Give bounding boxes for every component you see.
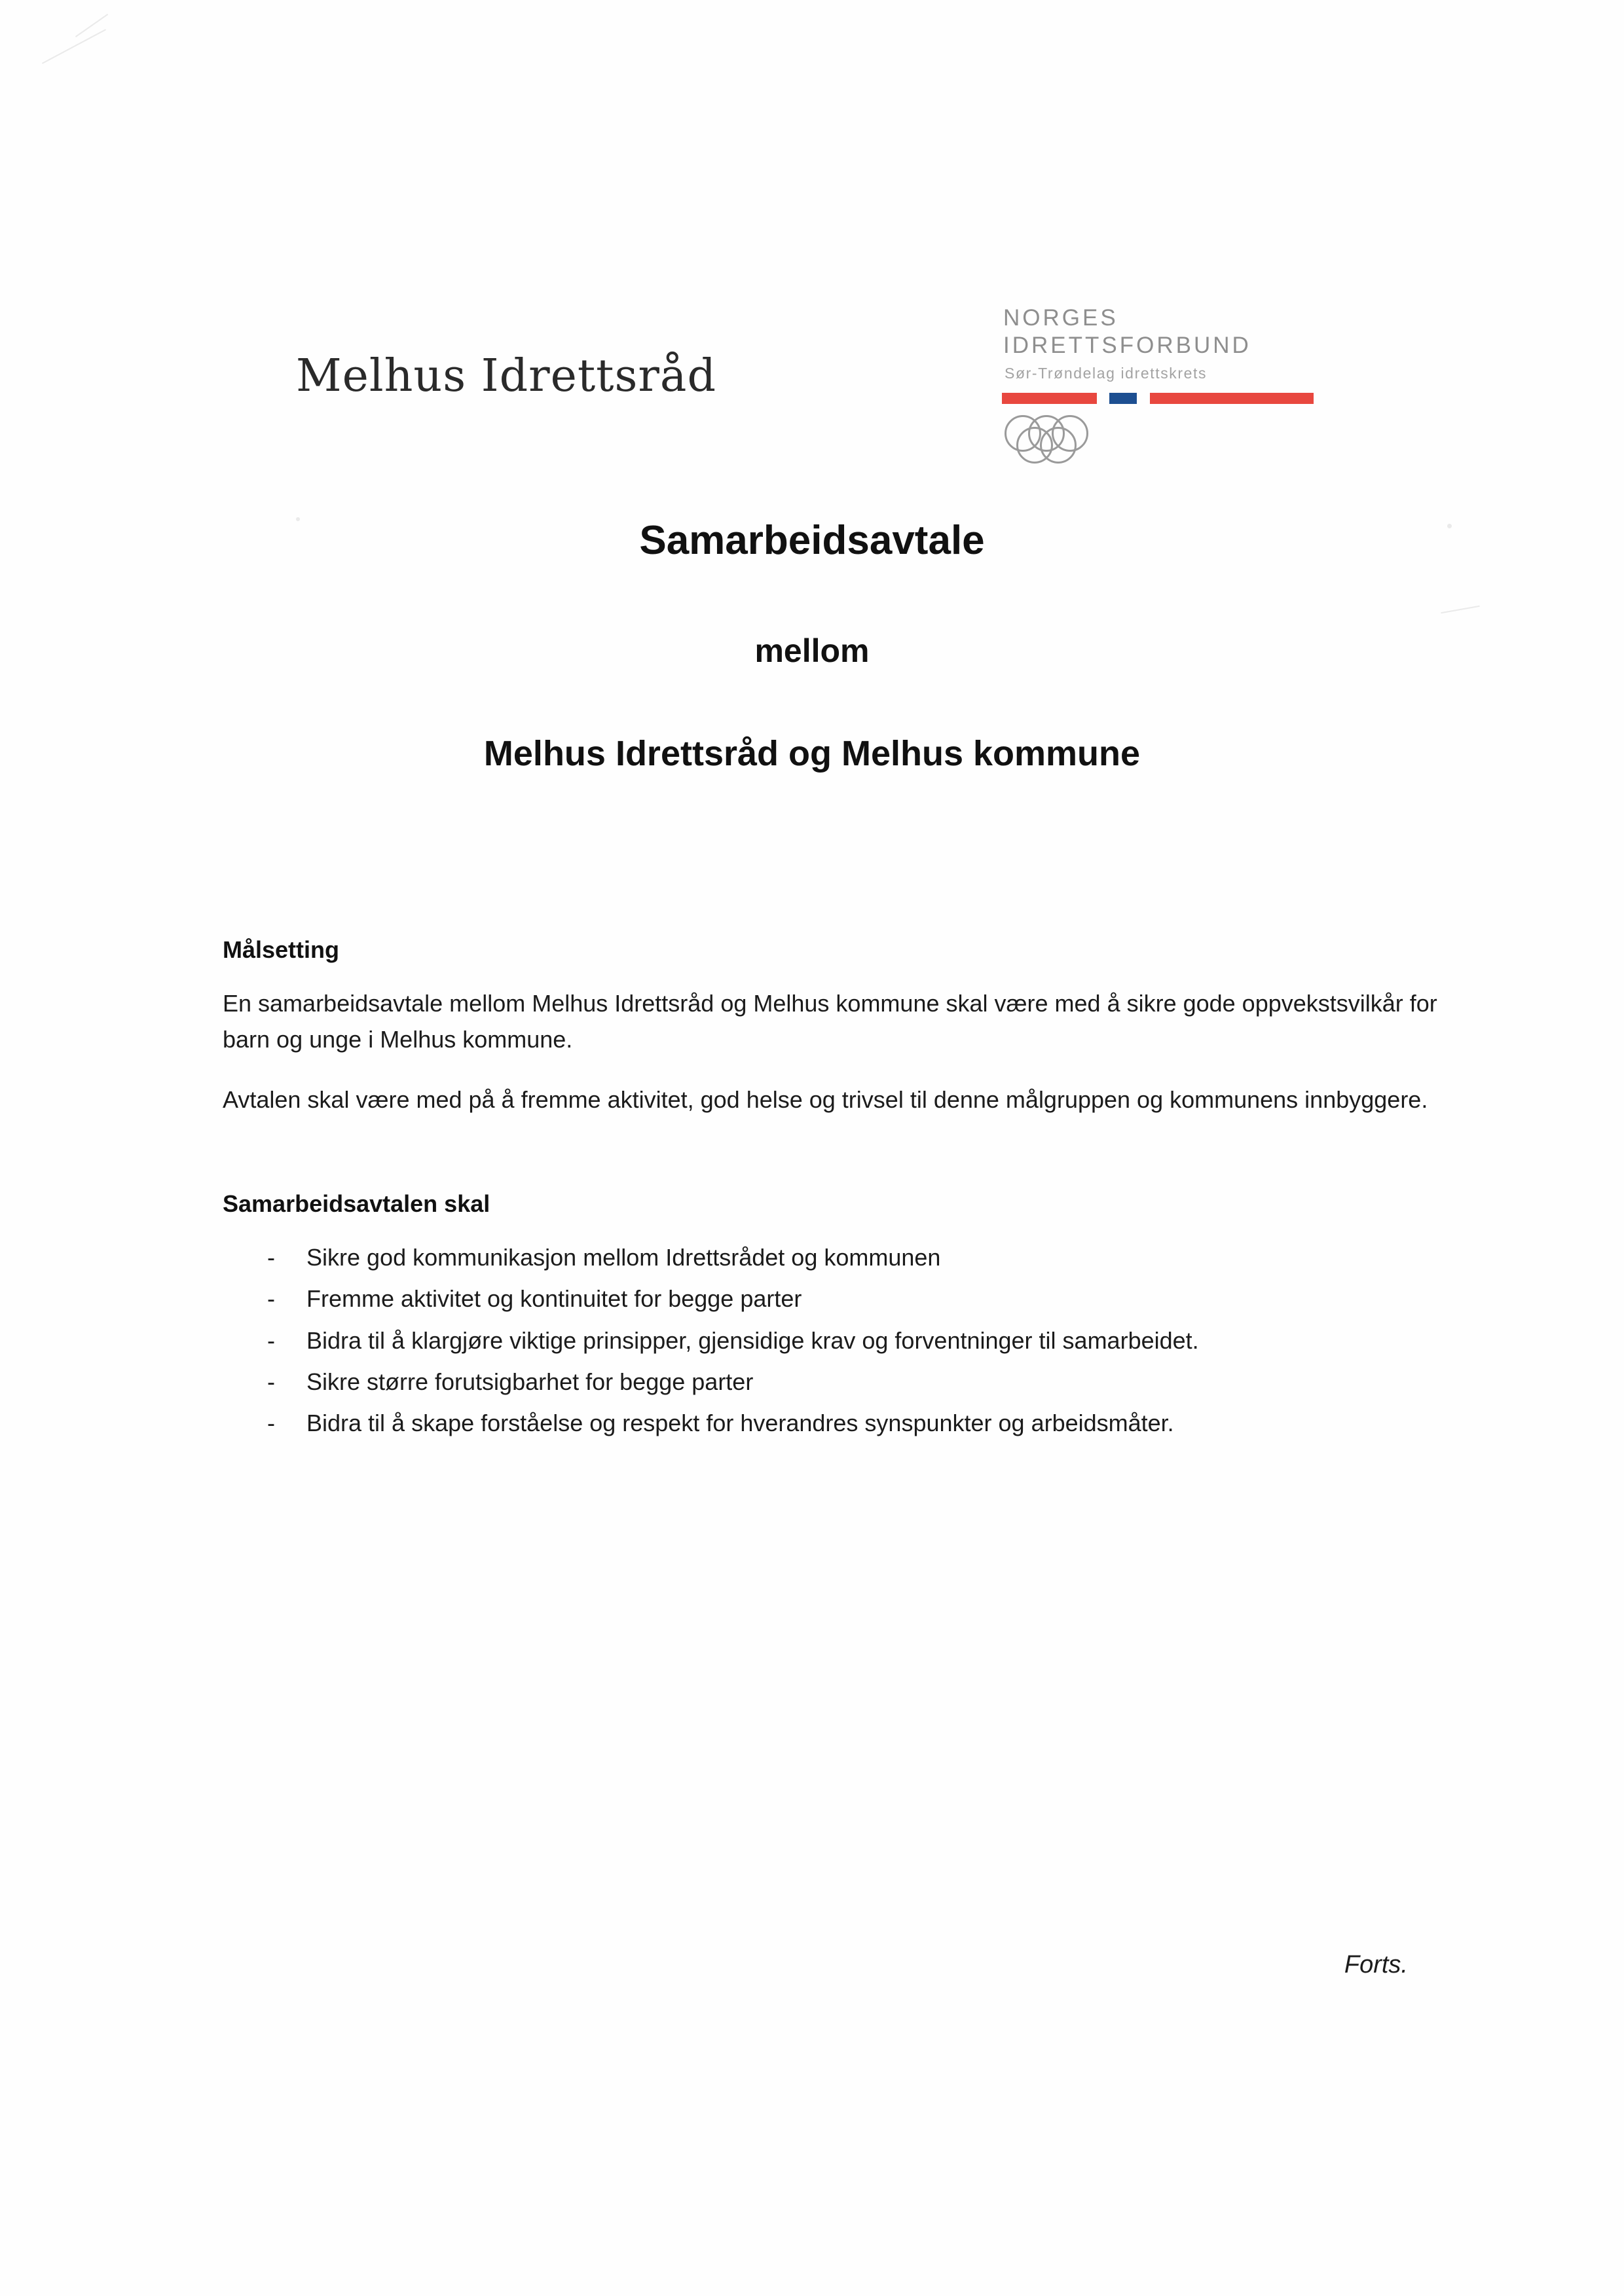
logo-bar-blue [1109, 393, 1137, 404]
logo-line-norges: NORGES [1003, 305, 1118, 331]
document-subtitle-parties: Melhus Idrettsråd og Melhus kommune [483, 734, 1141, 773]
scan-artifact [1441, 606, 1479, 613]
logo-bar-red-left [1002, 393, 1097, 404]
list-item: - Sikre større forutsigbarhet for begge parter [262, 1364, 1480, 1399]
document-subtitle-mellom: mellom [754, 632, 870, 669]
nif-logo [989, 301, 1329, 478]
logo-line-idrettskrets: Sør-Trøndelag idrettskrets [1005, 365, 1208, 382]
list-item: - Bidra til å klargjøre viktige prinsipper, gjensidige krav og forventninger til samarbeidet. [262, 1323, 1480, 1358]
paragraph-malsetting-1: En samarbeidsavtale mellom Melhus Idrettsråd og Melhus kommune skal være med å sikre gode oppvekstsvilkår for barn og unge i Melhus kommune. [223, 990, 1437, 1053]
scan-artifact [75, 14, 108, 37]
bullet-list-samarbeidsavtalen [223, 1240, 1480, 1440]
scan-artifact [42, 29, 106, 64]
continuation-note: Forts. [1344, 1951, 1408, 1978]
list-item: - Bidra til å skape forståelse og respekt for hverandres synspunkter og arbeidsmåter. [262, 1406, 1480, 1440]
logo-bar-red-right [1150, 393, 1314, 404]
section-heading-malsetting: Målsetting [223, 936, 340, 963]
logo-line-idrettsforbund: IDRETTSFORBUND [1003, 333, 1251, 358]
document-header [0, 164, 1624, 402]
paragraph-malsetting-2: Avtalen skal være med på å fremme aktivitet, god helse og trivsel til denne målgruppen og kommunens innbyggere. [223, 1086, 1428, 1114]
document-body [223, 936, 1480, 1447]
ring-icon [1040, 427, 1077, 464]
list-item: - Fremme aktivitet og kontinuitet for begge parter [262, 1281, 1480, 1316]
olympic-rings-icon [1005, 412, 1149, 458]
organization-name: Melhus Idrettsråd [296, 350, 716, 402]
document-title: Samarbeidsavtale [639, 518, 985, 563]
list-item: - Sikre god kommunikasjon mellom Idrettsrådet og kommunen [262, 1240, 1480, 1275]
section-heading-samarbeidsavtalen-skal: Samarbeidsavtalen skal [223, 1190, 490, 1218]
